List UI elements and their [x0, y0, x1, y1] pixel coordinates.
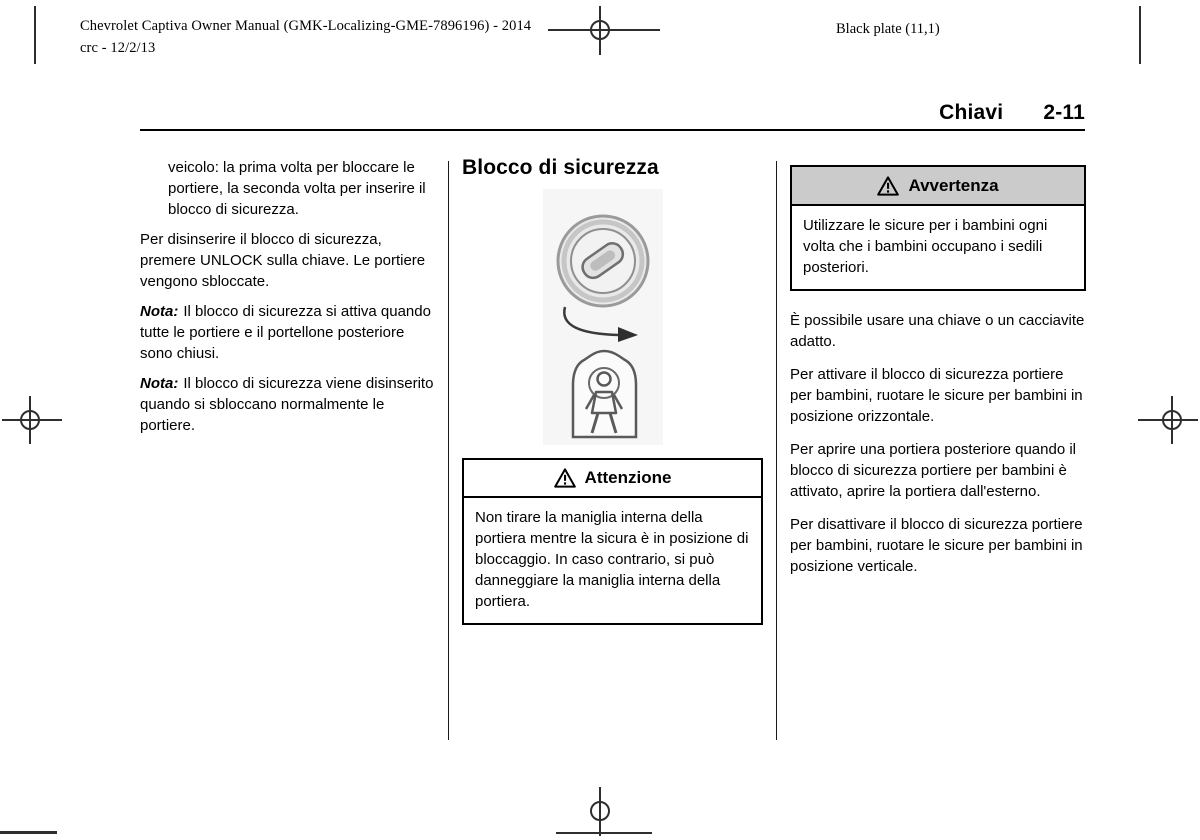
registration-target-top	[590, 20, 610, 40]
paragraph-continuation: veicolo: la prima volta per bloccare le portiere, la seconda volta per inserire il blocco di sicurezza.	[168, 159, 426, 218]
registration-target-right	[1162, 410, 1182, 430]
door-lock-illustration-svg	[543, 189, 663, 445]
imprint-line1: Chevrolet Captiva Owner Manual (GMK-Localizing-GME-7896196) - 2014	[80, 18, 532, 34]
caution-box-title	[464, 460, 761, 498]
section-header	[140, 101, 1085, 125]
paragraph: È possibile usare una chiave o un cacciavite adatto.	[790, 312, 1085, 350]
note-text: Il blocco di sicurezza viene disinserito quando si sbloccano normalmente le portiere.	[140, 375, 434, 434]
note-text: Il blocco di sicurezza si attiva quando tutte le portiere e il portellone posteriore sono chiusi.	[140, 303, 431, 362]
note-label: Nota:	[140, 303, 179, 320]
paragraph-unlock: Per disinserire il blocco di sicurezza, premere UNLOCK sulla chiave. Le portiere vengono sbloccate.	[140, 231, 426, 290]
note-paragraph-2	[140, 373, 437, 436]
registration-target-left	[20, 410, 40, 430]
registration-mark-bottom-horizontal	[556, 832, 652, 834]
paragraph: Per attivare il blocco di sicurezza portiere per bambini, ruotare le sicure per bambini in posizione orizzontale.	[790, 366, 1083, 425]
warning-triangle-icon	[554, 468, 576, 488]
column-divider-left	[448, 161, 449, 740]
plate-info: Black plate (11,1)	[836, 21, 940, 37]
warning-title-text: Avvertenza	[908, 176, 999, 195]
registration-target-bottom	[590, 801, 610, 821]
warning-box-title	[792, 167, 1084, 206]
paragraph: Per aprire una portiera posteriore quando il blocco di sicurezza portiere per bambini è attivato, aprire la portiera dall'esterno.	[790, 441, 1077, 500]
imprint-line2: crc - 12/2/13	[80, 40, 156, 56]
column-divider-right	[776, 161, 777, 740]
middle-column	[462, 155, 763, 625]
chapter-title: Chiavi	[939, 101, 1004, 124]
crop-mark-bottom-left	[0, 831, 57, 834]
caution-title-text: Attenzione	[584, 468, 672, 487]
note-paragraph-1	[140, 301, 437, 364]
caution-box-body: Non tirare la maniglia interna della portiera mentre la sicura è in posizione di bloccaggio. In caso contrario, si può danneggiare la maniglia interna della portiera.	[475, 509, 749, 610]
right-column	[790, 165, 1086, 589]
paragraph: Per disattivare il blocco di sicurezza portiere per bambini, ruotare le sicure per bambini in posizione verticale.	[790, 516, 1083, 575]
section-heading: Blocco di sicurezza	[462, 156, 659, 179]
warning-box	[790, 165, 1086, 291]
warning-box-body: Utilizzare le sicure per i bambini ogni volta che i bambini occupano i sedili posteriori.	[803, 217, 1048, 276]
header-rule	[140, 129, 1085, 131]
door-lock-illustration	[543, 189, 663, 445]
print-imprint	[80, 15, 531, 59]
crop-mark-top-right	[1139, 6, 1141, 64]
left-column	[140, 157, 437, 445]
warning-triangle-icon	[877, 176, 899, 196]
note-label: Nota:	[140, 375, 179, 392]
crop-mark-top-left	[34, 6, 36, 64]
caution-box	[462, 458, 763, 625]
page-number: 2-11	[1043, 101, 1085, 124]
